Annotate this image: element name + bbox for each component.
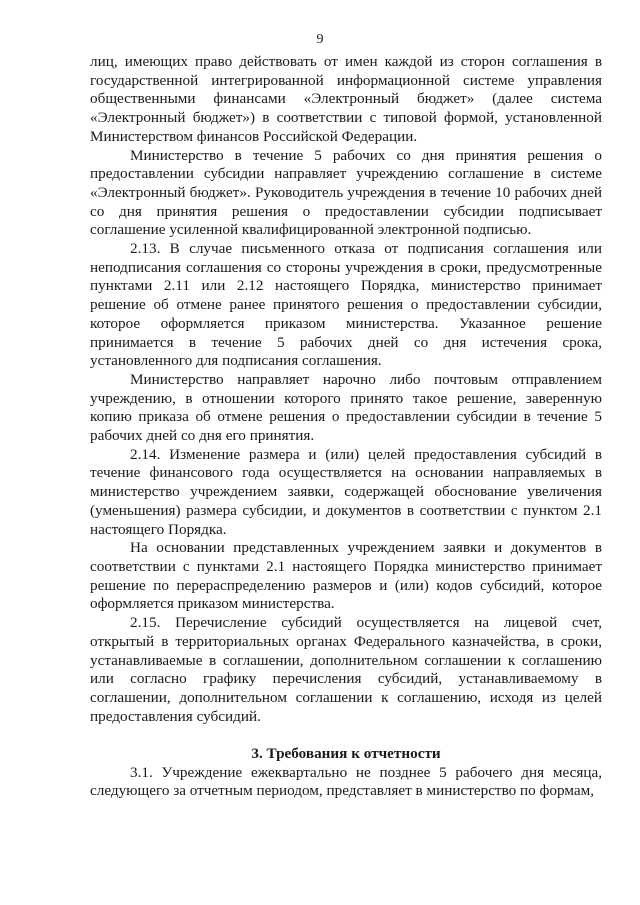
- paragraph-continuation: лиц, имеющих право действовать от имен каждой из сторон соглашения в государственной интегрированной информационной системе управления общественными финансами «Электронный бюджет» (далее система «Электронный бюджет») в соответствии с типовой формой, установленной Министерством финансов Российской Федерации.: [90, 53, 602, 145]
- document-body: [90, 53, 602, 801]
- section-heading: 3. Требования к отчетности: [251, 745, 441, 762]
- paragraph-order-copy: Министерство направляет нарочно либо почтовым отправлением учреждению, в отношении которого принято такое решение, заверенную копию приказа об отмене решения о предоставлении субсидии в течение 5 рабочих дней со дня его принятия.: [90, 370, 602, 445]
- page-number: 9: [316, 32, 324, 47]
- paragraph-redistribution: На основании представленных учреждением заявки и документов в соответствии с пунктами 2.1 настоящего Порядка министерство принимает решение по перераспределению размеров и (или) кодов субсидий, которое оформляется приказом министерства.: [90, 539, 602, 613]
- paragraph-2-15: 2.15. Перечисление субсидий осуществляется на лицевой счет, открытый в территориальных органах Федерального казначейства, в сроки, устанавливаемые в соглашении, дополнительном соглашении к соглашению или согласно графику перечисления субсидий, устанавливаемому в соглашении, дополнительном соглашении к соглашению, исходя из целей предоставления субсидий.: [90, 614, 602, 725]
- paragraph-agreement-system: Министерство в течение 5 рабочих со дня принятия решения о предоставлении субсидии направляет учреждению соглашение в системе «Электронный бюджет». Руководитель учреждения в течение 10 рабочих дней со дня принятия решения о предоставлении субсидии подписывает соглашение усиленной квалифицированной электронной подписью.: [90, 146, 602, 239]
- paragraph-3-1: 3.1. Учреждение ежеквартально не позднее 5 рабочего дня месяца, следующего за отчетным периодом, представляет в министерство по формам,: [90, 763, 602, 800]
- paragraph-2-14: 2.14. Изменение размера и (или) целей предоставления субсидий в течение финансового года осуществляется на основании направляемых в министерство учреждением заявки, содержащей обоснование увеличения (уменьшения) размера субсидии, и документов в соответствии с пунктом 2.1 настоящего Порядка.: [90, 445, 602, 538]
- paragraph-2-13: 2.13. В случае письменного отказа от подписания соглашения или неподписания соглашения со стороны учреждения в сроки, предусмотренные пунктами 2.11 или 2.12 настоящего Порядка, министерство принимает решение об отмене ранее принятого решения о предоставлении субсидии, которое оформляется приказом министерства. Указанное решение принимается в течение 5 рабочих дней со дня истечения срока, установленного для подписания соглашения.: [90, 240, 602, 370]
